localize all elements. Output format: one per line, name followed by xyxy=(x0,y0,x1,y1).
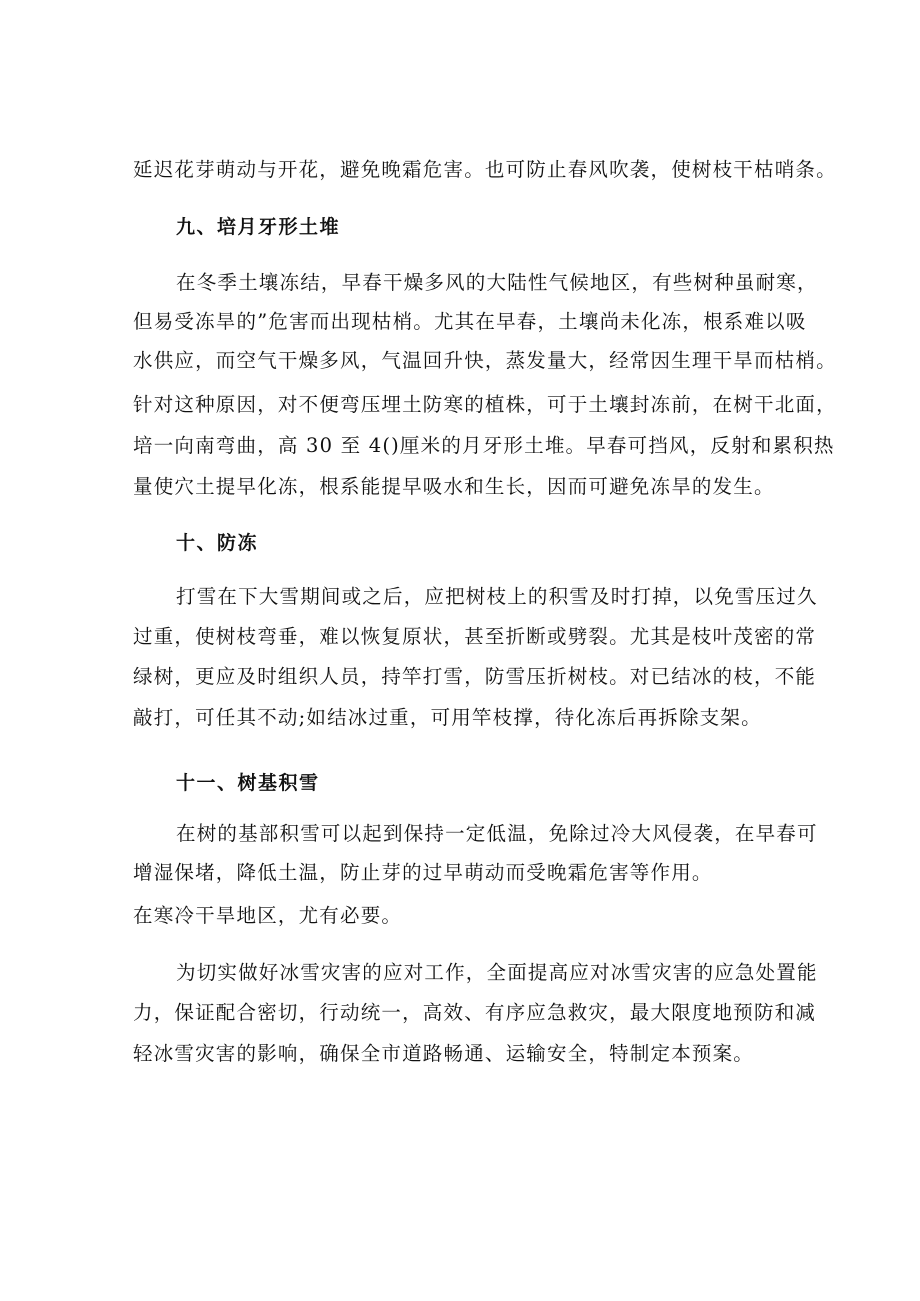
paragraph-line: 但易受冻旱的”危害而出现枯梢。尤其在早春，土壤尚未化冻，根系难以吸 xyxy=(133,310,807,333)
paragraph-line: 针对这种原因，对不便弯压埋土防寒的植株，可于土壤封冻前，在树干北面， xyxy=(133,393,837,416)
section-heading-11: 十一、树基积雪 xyxy=(176,772,320,794)
paragraph-line: 增湿保堵，降低土温，防止芽的过早萌动而受晚霜危害等作用。 xyxy=(133,861,713,884)
paragraph-line: 打雪在下大雪期间或之后，应把树枝上的积雪及时打掉，以免雪压过久 xyxy=(176,585,818,608)
paragraph-line: 为切实做好冰雪灾害的应对工作，全面提高应对冰雪灾害的应急处置能 xyxy=(176,961,818,984)
paragraph-line: 延迟花芽萌动与开花，避免晚霜危害。也可防止春风吹袭，使树枝干枯哨条。 xyxy=(133,158,837,181)
paragraph-line: 敲打，可任其不动;如结冰过重，可用竿枝撑，待化冻后再拆除支架。 xyxy=(133,706,762,729)
paragraph-line: 在树的基部积雪可以起到保持一定低温，免除过冷大风侵袭，在早春可 xyxy=(176,822,818,845)
paragraph-line: 培一向南弯曲，高 30 至 4()厘米的月牙形土堆。早春可挡风，反射和累积热 xyxy=(133,434,835,457)
paragraph-line: 轻冰雪灾害的影响，确保全市道路畅通、运输安全，特制定本预案。 xyxy=(133,1042,755,1065)
paragraph-line: 在寒冷干旱地区，尤有必要。 xyxy=(133,904,403,927)
paragraph-line: 过重，使树枝弯垂，难以恢复原状，甚至折断或劈裂。尤其是枝叶茂密的常 xyxy=(133,625,817,648)
paragraph-line: 绿树，更应及时组织人员，持竿打雪，防雪压折树枝。对已结冰的枝，不能 xyxy=(133,665,817,688)
paragraph-line: 水供应，而空气干燥多风，气温回升快，蒸发量大，经常因生理干旱而枯梢。 xyxy=(133,349,837,372)
paragraph-line: 在冬季土壤冻结，早春干燥多风的大陆性气候地区，有些树种虽耐寒， xyxy=(176,271,818,294)
paragraph-line: 力，保证配合密切，行动统一，高效、有序应急救灾，最大限度地预防和减 xyxy=(133,1001,817,1024)
section-heading-9: 九、培月牙形土堆 xyxy=(176,216,341,238)
paragraph-line: 量使穴土提早化冻，根系能提早吸水和生长，因而可避免冻旱的发生。 xyxy=(133,475,775,498)
section-heading-10: 十、防冻 xyxy=(176,532,259,554)
